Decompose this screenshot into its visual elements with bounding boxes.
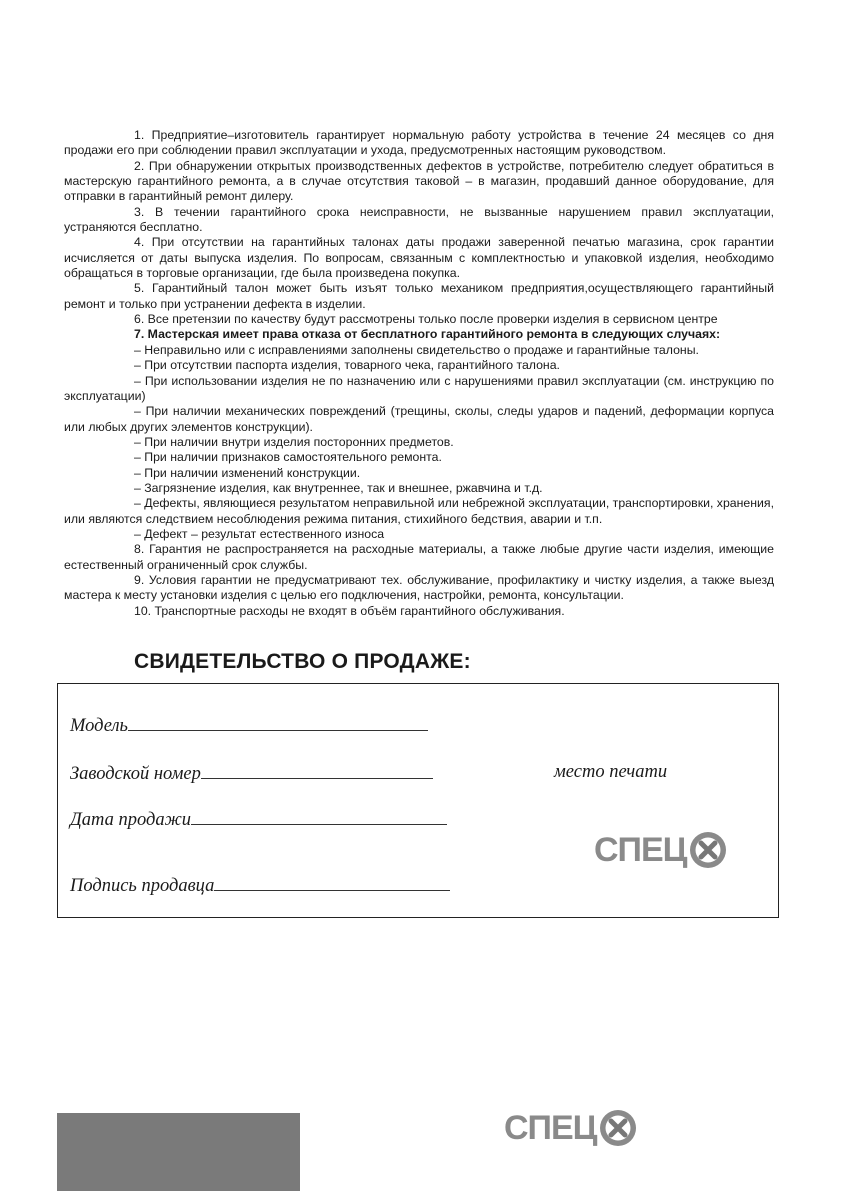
sale-certificate-box (57, 683, 779, 918)
brand-logo-emblem-icon (688, 830, 728, 870)
warranty-term: – При наличии механических повреждений (трещины, сколы, следы ударов и падений, деформации корпуса или любых других элементов конструкции). (64, 404, 774, 434)
warranty-term: 6. Все претензии по качеству будут рассмотрены только после проверки изделия в сервисном центре (134, 312, 718, 327)
warranty-term: 3. В течении гарантийного срока неисправности, не вызванные нарушением правил эксплуатации, устраняются бесплатно. (64, 204, 774, 235)
warranty-term: – Загрязнение изделия, как внутреннее, так и внешнее, ржавчина и т.д. (134, 480, 543, 495)
sale-certificate-heading: СВИДЕТЕЛЬСТВО О ПРОДАЖЕ: (134, 650, 471, 673)
warranty-term: 1. Предприятие–изготовитель гарантирует нормальную работу устройства в течение 24 месяцев со дня продажи его при соблюдении правил эксплуатации и ухода, предусмотренных настоящим руководством. (64, 128, 774, 158)
stamp-place-label: место печати (554, 762, 668, 782)
brand-logo-text: СПЕЦ (594, 830, 687, 869)
warranty-term: – При наличии внутри изделия посторонних предметов. (134, 434, 454, 449)
warranty-term: 7. Мастерская имеет права отказа от бесплатного гарантийного ремонта в следующих случаях: (134, 327, 721, 342)
warranty-term: 9. Условия гарантии не предусматривают тех. обслуживание, профилактику и чистку изделия, а также выезд мастера к месту установки изделия с целью его подключения, настройки, ремонта, консультации. (64, 572, 774, 603)
warranty-term: – При использовании изделия не по назначению или с нарушениями правил эксплуатации (см. инструкцию по эксплуатации) (64, 373, 774, 403)
footer-grey-block (57, 1113, 300, 1191)
warranty-term: 5. Гарантийный талон может быть изъят только механиком предприятия,осуществляющего гарантийный ремонт и только при устранении дефекта в изделии. (64, 281, 774, 311)
sale-date-field (70, 808, 447, 831)
warranty-term: – Неправильно или с исправлениями заполнены свидетельство о продаже и гарантийные талоны. (134, 342, 699, 357)
sale-date-label: Дата продажи (70, 810, 192, 830)
serial-number-input-line[interactable] (201, 762, 433, 779)
warranty-term: 2. При обнаружении открытых производственных дефектов в устройстве, потребителю следует обратиться в мастерскую гарантийного ремонта, а в случае отсутствия таковой – в магазин, продавший данное оборудование, для отправки в гарантийный ремонт дилеру. (64, 158, 774, 204)
footer-brand-logo-emblem-icon (598, 1108, 638, 1148)
seller-signature-field (70, 874, 450, 897)
warranty-term: 8. Гарантия не распространяется на расходные материалы, а также любые другие части изделия, имеющие естественный ограниченный срок службы. (64, 542, 774, 572)
model-field (70, 714, 428, 737)
warranty-term: – Дефекты, являющиеся результатом неправильной или небрежной эксплуатации, транспортировки, хранения, или являются следствием несоблюдения режима питания, стихийного бедствия, аварии и т.п. (64, 496, 774, 526)
warranty-term: – При наличии изменений конструкции. (134, 465, 361, 480)
warranty-term: – Дефект – результат естественного износа (134, 526, 385, 541)
seller-signature-input-line[interactable] (214, 874, 450, 891)
warranty-term: 10. Транспортные расходы не входят в объём гарантийного обслуживания. (134, 603, 565, 618)
seller-signature-label: Подпись продавца (70, 876, 215, 896)
sale-date-input-line[interactable] (191, 808, 447, 825)
serial-number-label: Заводской номер (70, 764, 201, 784)
model-label: Модель (70, 716, 128, 736)
serial-number-field (70, 762, 433, 785)
warranty-term: – При наличии признаков самостоятельного ремонта. (134, 450, 442, 465)
warranty-term: – При отсутствии паспорта изделия, товарного чека, гарантийного талона. (134, 358, 560, 373)
warranty-terms (64, 128, 774, 619)
footer-brand-logo (504, 1108, 638, 1148)
footer-brand-logo-text: СПЕЦ (504, 1108, 597, 1147)
warranty-term: 4. При отсутствии на гарантийных талонах даты продажи заверенной печатью магазина, срок гарантии исчисляется от даты выпуска изделия. По вопросам, связанным с комплектностью и упаковкой изделия, необходимо обращаться в торговые организации, где была произведена покупка. (64, 235, 774, 281)
model-input-line[interactable] (128, 714, 428, 731)
brand-logo (594, 830, 728, 870)
